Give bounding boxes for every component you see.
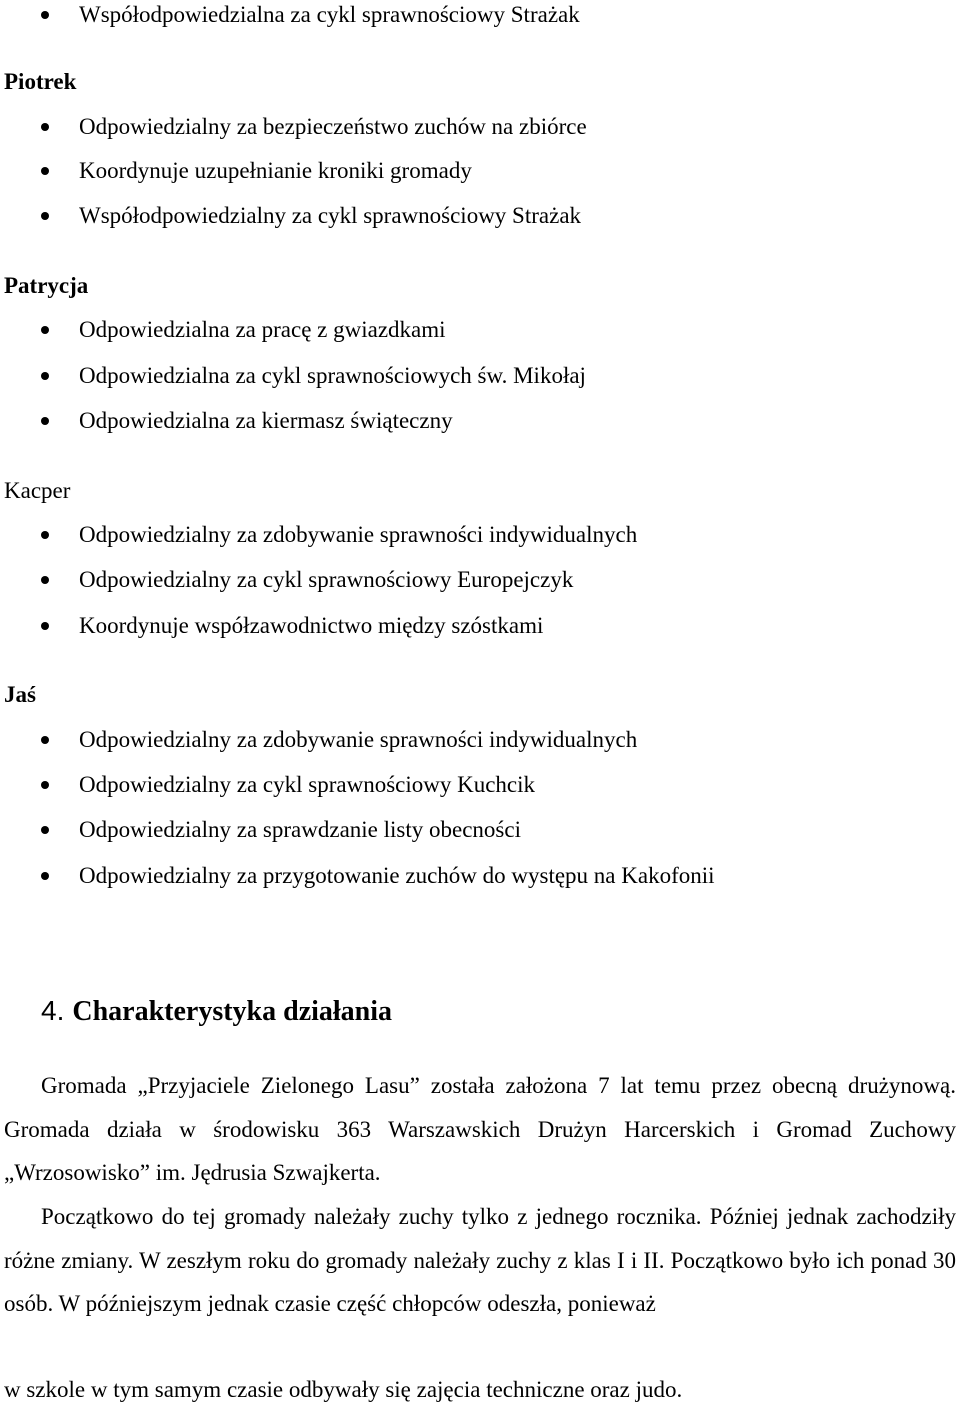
bullet-icon xyxy=(41,167,49,175)
person-name: Patrycja xyxy=(4,273,89,298)
duty-text: Odpowiedzialna za cykl sprawnościowych św. Mikołaj xyxy=(79,363,586,388)
bullet-icon xyxy=(41,372,49,380)
bullet-icon xyxy=(41,872,49,880)
paragraph-last-line: w szkole w tym samym czasie odbywały się zajęcia techniczne oraz judo. xyxy=(4,1377,683,1402)
bullet-icon xyxy=(41,576,49,584)
duty-text: Odpowiedzialny za zdobywanie sprawności indywidualnych xyxy=(79,727,638,752)
duty-text: Współodpowiedzialna za cykl sprawnościowy Strażak xyxy=(79,2,580,27)
paragraph: Gromada „Przyjaciele Zielonego Lasu” została założona 7 lat temu przez obecną drużynową. Gromada działa w środowisku 363 Warszawskich Drużyn Harcerskich i Gromad Zuchowy „Wrzosowisko” im. Jędrusia Szwajkerta. xyxy=(4,1073,956,1185)
section-heading xyxy=(41,994,392,1029)
duty-text: Odpowiedzialny za cykl sprawnościowy Kuchcik xyxy=(79,772,536,797)
bullet-icon xyxy=(41,622,49,630)
bullet-icon xyxy=(41,212,49,220)
duty-text: Koordynuje uzupełnianie kroniki gromady xyxy=(79,158,472,183)
duty-text: Odpowiedzialny za sprawdzanie listy obecności xyxy=(79,817,521,842)
person-name: Piotrek xyxy=(4,69,77,94)
bullet-icon xyxy=(41,326,49,334)
section-title: Charakterystyka działania xyxy=(72,996,393,1027)
section-number: 4. xyxy=(41,995,65,1026)
bullet-icon xyxy=(41,531,49,539)
bullet-icon xyxy=(41,123,49,131)
duty-text: Odpowiedzialny za bezpieczeństwo zuchów na zbiórce xyxy=(79,114,587,139)
bullet-icon xyxy=(41,11,49,19)
bullet-icon xyxy=(41,781,49,789)
duty-text: Odpowiedzialny za zdobywanie sprawności indywidualnych xyxy=(79,522,638,547)
duty-text: Odpowiedzialny za przygotowanie zuchów do występu na Kakofonii xyxy=(79,863,715,888)
bullet-icon xyxy=(41,736,49,744)
bullet-icon xyxy=(41,826,49,834)
duty-text: Koordynuje współzawodnictwo między szóstkami xyxy=(79,613,544,638)
duty-text: Współodpowiedzialny za cykl sprawnościowy Strażak xyxy=(79,203,582,228)
person-name: Kacper xyxy=(4,478,71,503)
duty-text: Odpowiedzialna za pracę z gwiazdkami xyxy=(79,317,446,342)
person-name: Jaś xyxy=(4,682,36,707)
duty-text: Odpowiedzialny za cykl sprawnościowy Europejczyk xyxy=(79,567,574,592)
duty-text: Odpowiedzialna za kiermasz świąteczny xyxy=(79,408,453,433)
paragraph: Początkowo do tej gromady należały zuchy tylko z jednego rocznika. Później jednak zachodziły różne zmiany. W zeszłym roku do gromady należały zuchy z klas I i II. Początkowo było ich ponad 30 osób. W późniejszym jednak czasie część chłopców odeszła, ponieważ xyxy=(4,1204,956,1316)
bullet-icon xyxy=(41,417,49,425)
